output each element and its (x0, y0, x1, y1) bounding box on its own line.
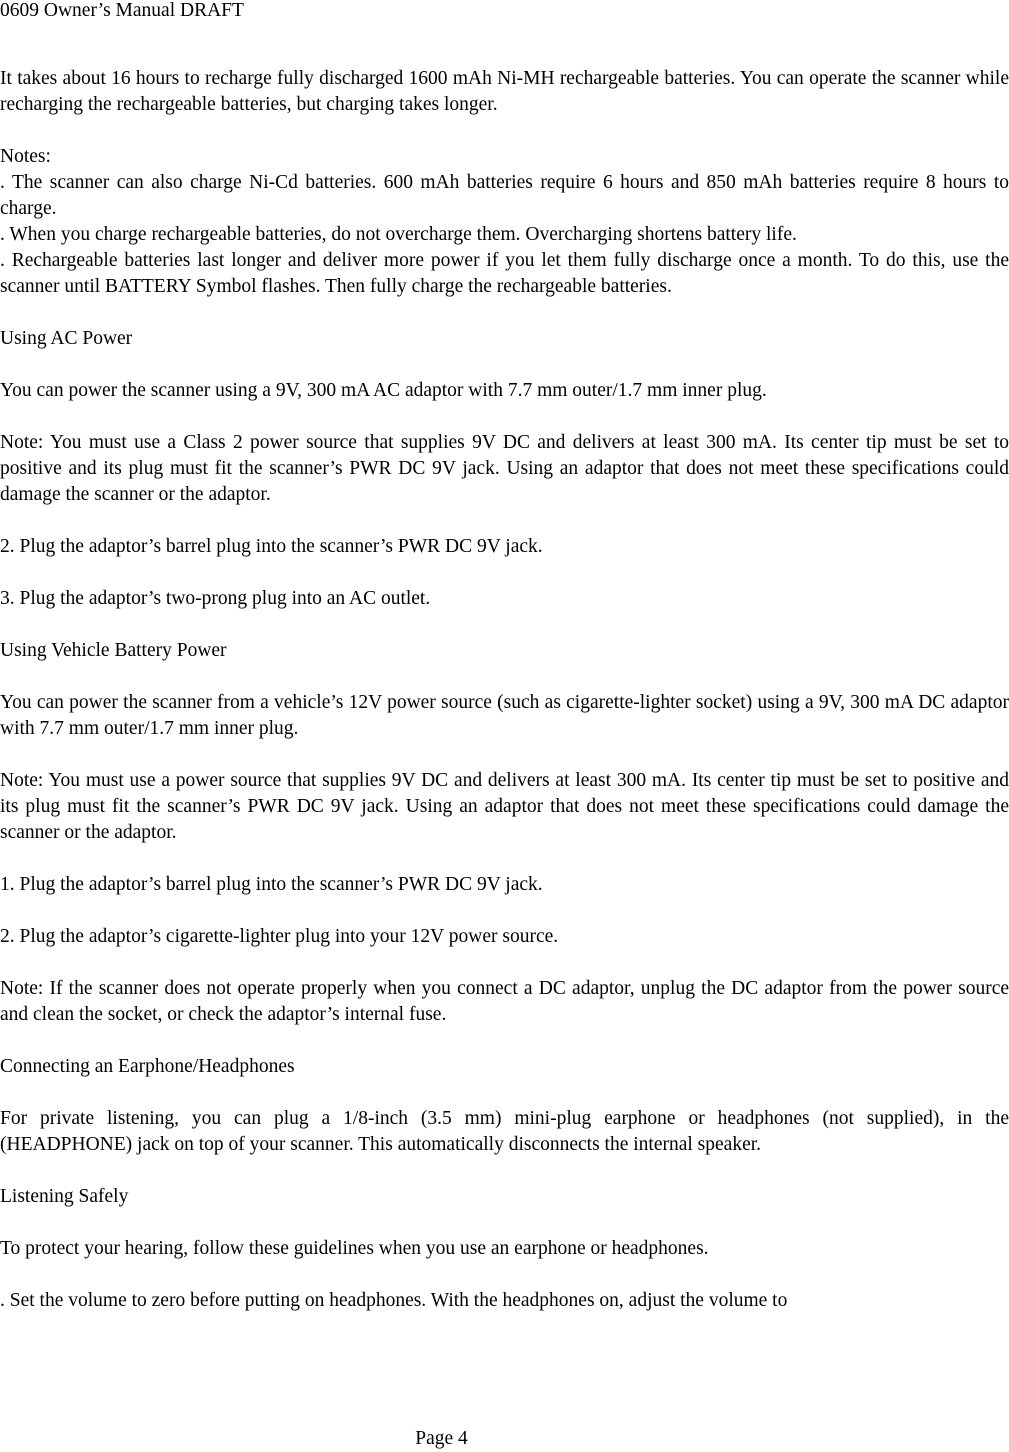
heading-earphone: Connecting an Earphone/Headphones (0, 1056, 295, 1077)
heading-ac-power: Using AC Power (0, 328, 133, 349)
notes-label: Notes: (0, 146, 51, 167)
vehicle-power-note: Note: You must use a power source that supplies 9V DC and delivers at least 300 mA. Its center tip must be set to positive and its plug must fit the scanner’s PWR DC 9V jack. Using an adaptor that does not meet these specifications could damage the scanner or the adaptor. (0, 770, 1009, 843)
note-nicd: . The scanner can also charge Ni-Cd batteries. 600 mAh batteries require 6 hours and 850 mAh batteries require 8 hours to charge. (0, 172, 1009, 219)
note-discharge: . Rechargeable batteries last longer and deliver more power if you let them fully discharge once a month. To do this, use the scanner until BATTERY Symbol flashes. Then fully charge the rechargeable batteries. (0, 250, 1009, 297)
page-header: 0609 Owner’s Manual DRAFT (0, 0, 244, 21)
notes-block (0, 144, 1009, 300)
document-body (0, 66, 1009, 1340)
heading-vehicle-power: Using Vehicle Battery Power (0, 640, 227, 661)
volume-guideline: . Set the volume to zero before putting on headphones. With the headphones on, adjust the volume to (0, 1290, 788, 1311)
dc-adaptor-note: Note: If the scanner does not operate properly when you connect a DC adaptor, unplug the DC adaptor from the power source and clean the socket, or check the adaptor’s internal fuse. (0, 978, 1009, 1025)
earphone-paragraph: For private listening, you can plug a 1/8-inch (3.5 mm) mini-plug earphone or headphones (not supplied), in the (HEADPHONE) jack on top of your scanner. This automatically disconnects the internal speaker. (0, 1108, 1009, 1155)
heading-listening-safely: Listening Safely (0, 1186, 129, 1207)
ac-step-3: 3. Plug the adaptor’s two-prong plug into an AC outlet. (0, 588, 431, 609)
ac-power-note: Note: You must use a Class 2 power source that supplies 9V DC and delivers at least 300 mA. Its center tip must be set to positive and its plug must fit the scanner’s PWR DC 9V jack. Using an adaptor that does not meet these specifications could damage the scanner or the adaptor. (0, 432, 1009, 505)
listening-safely-paragraph: To protect your hearing, follow these guidelines when you use an earphone or headphones. (0, 1238, 709, 1259)
ac-power-paragraph: You can power the scanner using a 9V, 300 mA AC adaptor with 7.7 mm outer/1.7 mm inner plug. (0, 380, 767, 401)
vehicle-power-paragraph: You can power the scanner from a vehicle’s 12V power source (such as cigarette-lighter socket) using a 9V, 300 mA DC adaptor with 7.7 mm outer/1.7 mm inner plug. (0, 692, 1009, 739)
ac-step-2: 2. Plug the adaptor’s barrel plug into the scanner’s PWR DC 9V jack. (0, 536, 543, 557)
note-overcharge: . When you charge rechargeable batteries, do not overcharge them. Overcharging shortens battery life. (0, 224, 797, 245)
recharge-paragraph: It takes about 16 hours to recharge fully discharged 1600 mAh Ni-MH rechargeable batteries. You can operate the scanner while recharging the rechargeable batteries, but charging takes longer. (0, 68, 1009, 115)
vehicle-step-1: 1. Plug the adaptor’s barrel plug into the scanner’s PWR DC 9V jack. (0, 874, 543, 895)
page-number: Page 4 (415, 1428, 468, 1449)
vehicle-step-2: 2. Plug the adaptor’s cigarette-lighter plug into your 12V power source. (0, 926, 559, 947)
